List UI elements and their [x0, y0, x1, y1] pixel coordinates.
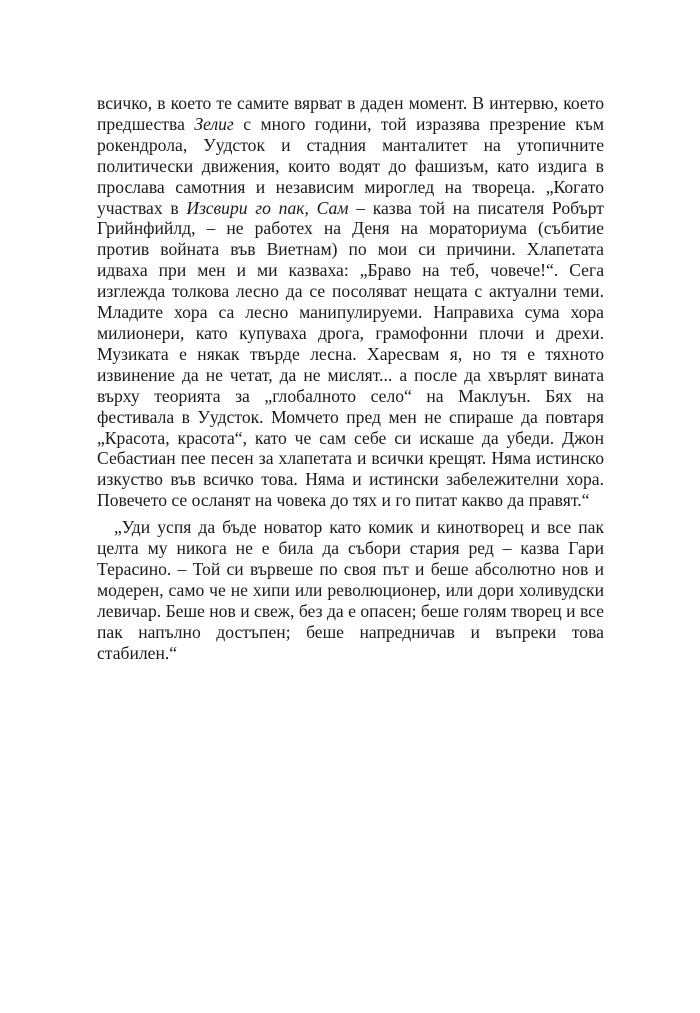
text-segment: с много години, той изразява презрение към рокендрола, Уудсток и стадния манталитет на утопичните политически движения, които водят до фашизъм, като издига в прослава самотния и независим мироглед на твореца. „Когато участвах в	[97, 113, 604, 218]
film-title-play-it-again-sam: Изсвири го пак, Сам	[186, 197, 349, 218]
paragraph-2	[97, 517, 604, 663]
text-segment: „Уди успя да бъде новатор като комик и кинотворец и все пак целта му никога не е била да събори стария ред – казва Гари Терасино. – Той си вървеше по своя път и беше абсолютно нов и модерен, само че не хипи или революционер, или дори холивудски левичар. Беше нов и свеж, без да е опасен; беше голям творец и все пак напълно достъпен; беше напредничав и въпреки това стабилен.“	[97, 517, 604, 663]
film-title-zelig: Зелиг	[194, 113, 234, 134]
text-segment: всичко, в което те самите вярват в даден момент. В интервю, което предшества	[97, 93, 604, 134]
text-segment: – казва той на писателя Робърт Грийнфийлд, – не работех на Деня на мораториума (събитие против войната във Виетнам) по мои си причини. Хлапетата идваха при мен и ми казваха: „Браво на теб, човече!“. Сега изглежда толкова лесно да се посоляват нещата с актуални теми. Младите хора са лесно манипулируеми. Направиха сума хора милионери, като купуваха дрога, грамофонни плочи и дрехи. Музиката е някак твърде лесна. Харесвам я, но тя е тяхното извинение да не четат, да не мислят... а после да хвърлят вината върху теорията за „глобалното село“ на Маклуън. Бях на фестивала в Уудсток. Момчето пред мен не спираше да повтаря „Красота, красота“, като че сам себе си искаше да убеди. Джон Себастиан пее песен за хлапетата и всички крещят. Няма истинско изкуство във всичко това. Няма и истински забележителни хора. Повечето се осланят на човека до тях и го питат какво да правят.“	[97, 197, 604, 511]
book-page-text	[97, 93, 604, 663]
paragraph-1	[97, 93, 604, 511]
